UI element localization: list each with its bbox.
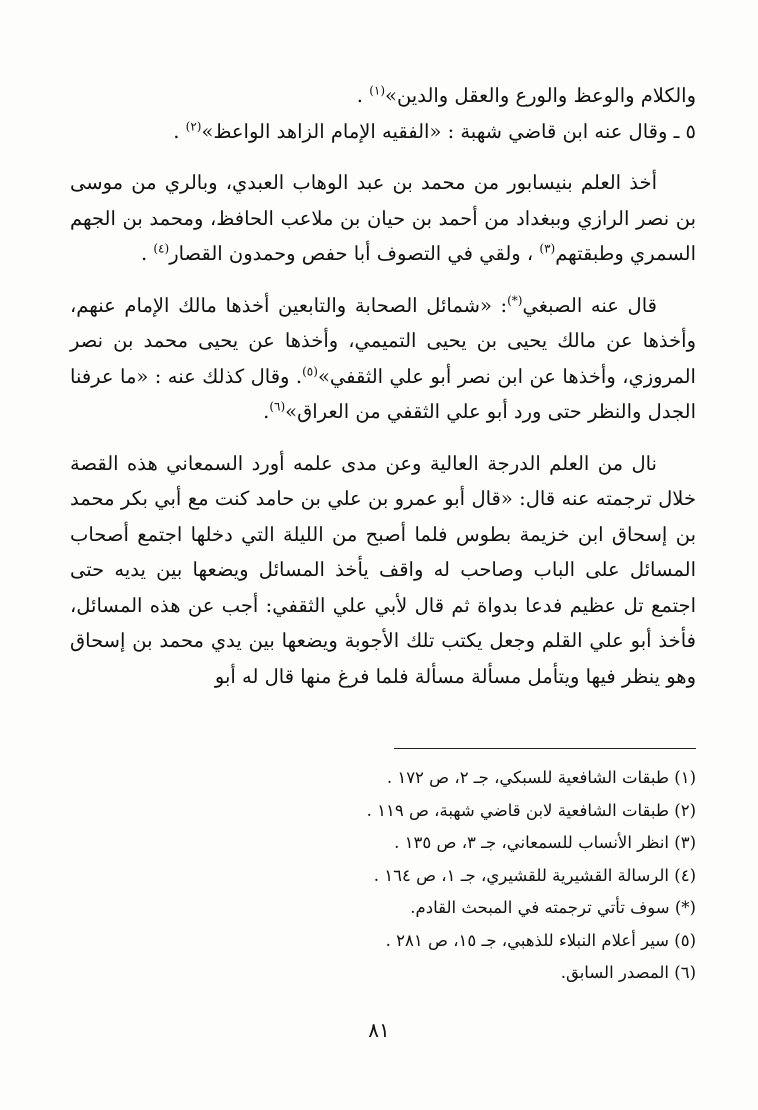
paragraph-end: . xyxy=(263,400,270,423)
line-text: ٥ ـ وقال عنه ابن قاضي شهبة : «الفقيه الإمام الزاهد الواعظ» xyxy=(201,119,696,143)
footnote-star: (*) سوف تأتي ترجمته في المبحث القادم. xyxy=(410,898,696,917)
footnotes xyxy=(70,762,696,990)
text-line-2 xyxy=(70,114,696,150)
main-text xyxy=(70,78,696,694)
paragraph-text: : «شمائل الصحابة والتابعين أخذها مالك الإمام عنهم، وأخذها عن مالك يحيى بن يحيى التميمي، وأخذها عن يحيى محمد بن نصر المروزي، وأخذها عن ابن نصر أبو علي الثقفي» xyxy=(70,293,696,388)
footnote-2: (٢) طبقات الشافعية لابن قاضي شهبة، ص ١١٩ . xyxy=(366,800,696,820)
footnote-ref: (٢) xyxy=(185,119,202,133)
footnote-ref: (٥) xyxy=(302,364,318,378)
paragraph-text: أخذ العلم بنيسابور من محمد بن عبد الوهاب العبدي، وبالري من موسى بن نصر الرازي وببغداد من أحمد بن حيان بن ملاعب الحافظ، ومحمد بن الجهم السمري وطبقتهم xyxy=(70,171,696,265)
footnote-ref: (*) xyxy=(507,293,523,307)
footnote-5: (٥) سير أعلام النبلاء للذهبي، جـ ١٥، ص ٢٨١ . xyxy=(385,930,696,950)
paragraph-3: نال من العلم الدرجة العالية وعن مدى علمه أورد السمعاني هذه القصة خلال ترجمته عنه قال: «قال أبو عمرو بن علي بن حامد كنت مع أبي بكر محمد بن إسحاق ابن خزيمة بطوس فلما أصبح من الليلة التي دخلها اجتمع أصحاب المسائل على الباب وصاحب له واقف يأخذ المسائل ويضعها بين يديه حتى اجتمع تل عظيم فدعا بدواة ثم قال لأبي علي الثقفي: أجب عن هذه المسائل، فأخذ أبو علي القلم وجعل يكتب تلك الأجوبة ويضعها بين يدي محمد بن إسحاق وهو ينظر فيها ويتأمل مسألة مسألة فلما فرغ منها قال له أبو xyxy=(70,451,696,688)
footnote-separator xyxy=(394,748,696,749)
paragraph-text: . وقال كذلك عنه : «ما عرفنا الجدل والنظر حتى ورد أبو علي الثقفي من العراق» xyxy=(70,364,696,423)
text-line-1 xyxy=(70,78,696,114)
paragraph-1 xyxy=(70,165,696,272)
footnote-ref: (٤) xyxy=(153,241,170,256)
footnote-6: (٦) المصدر السابق. xyxy=(560,963,696,982)
footnote-ref: (٦) xyxy=(269,399,286,414)
paragraph-text: قال عنه الصبغي xyxy=(522,293,657,317)
paragraph-2 xyxy=(70,288,696,430)
paragraph-end: . xyxy=(140,242,154,265)
line-end: . xyxy=(356,84,370,107)
footnote-3: (٣) انظر الأنساب للسمعاني، جـ ٣، ص ١٣٥ . xyxy=(394,833,696,852)
line-end: . xyxy=(173,119,186,143)
footnote-ref: (٣) xyxy=(539,241,556,256)
line-text: والكلام والوعظ والورع والعقل والدين» xyxy=(385,84,696,107)
footnote-1: (١) طبقات الشافعية للسبكي، جـ ٢، ص ١٧٢ . xyxy=(386,768,696,787)
footnote-4: (٤) الرسالة القشيرية للقشيري، جـ ١، ص ١٦٤ . xyxy=(373,865,696,885)
paragraph-text: ، ولقي في التصوف أبا حفص وحمدون القصار xyxy=(169,242,540,265)
page-number: ٨١ xyxy=(368,1018,390,1042)
footnote-ref: (١) xyxy=(369,83,386,98)
